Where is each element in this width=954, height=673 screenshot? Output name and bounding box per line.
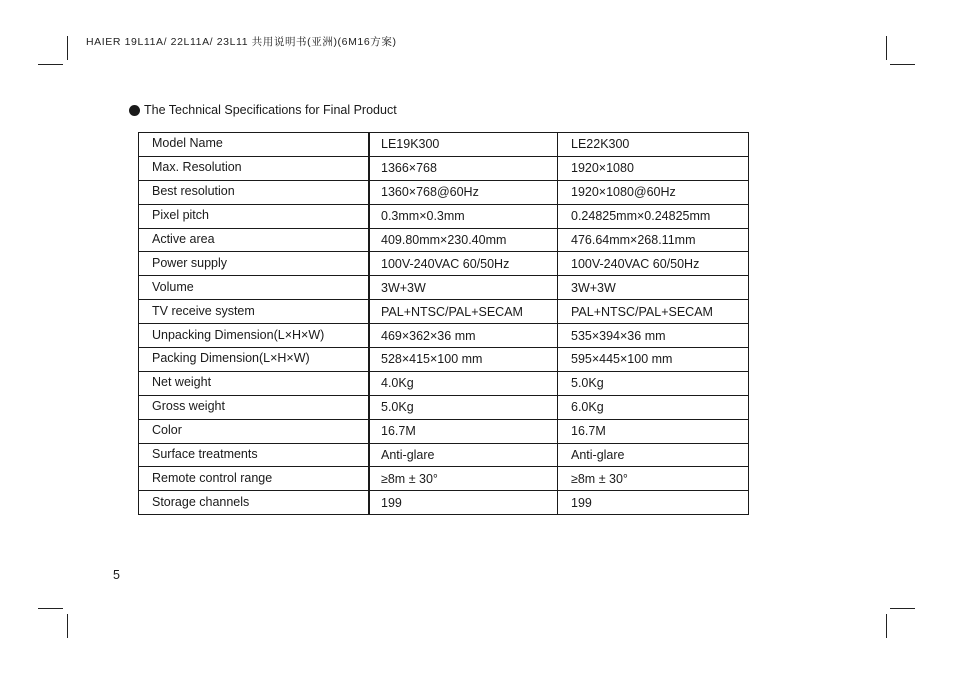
spec-value-le19k300-text: 1366×768 (381, 161, 437, 176)
spec-value-le19k300 (369, 133, 558, 157)
crop-mark (886, 36, 887, 60)
spec-label-text: Max. Resolution (152, 160, 242, 175)
section-title-text: The Technical Specifications for Final Product (144, 103, 397, 117)
spec-label-text: Net weight (152, 375, 212, 390)
spec-value-le19k300-text: 3W+3W (381, 280, 426, 295)
spec-value-le19k300-text: PAL+NTSC/PAL+SECAM (381, 304, 523, 319)
spec-value-le22k300 (558, 324, 749, 348)
table-row (139, 133, 749, 157)
spec-value-le22k300-text: 0.24825mm×0.24825mm (571, 209, 711, 224)
spec-value-le22k300 (558, 133, 749, 157)
table-row (139, 156, 749, 180)
spec-label (139, 252, 370, 276)
table-row (139, 300, 749, 324)
spec-label (139, 443, 370, 467)
spec-value-le22k300-text: ≥8m ± 30° (571, 471, 628, 486)
table-row (139, 491, 749, 515)
spec-value-le22k300 (558, 443, 749, 467)
spec-label (139, 467, 370, 491)
spec-label-text: Color (152, 423, 182, 438)
spec-value-le22k300-text: 595×445×100 mm (571, 352, 673, 367)
spec-value-le22k300 (558, 276, 749, 300)
spec-label (139, 276, 370, 300)
spec-value-le19k300 (369, 419, 558, 443)
spec-label-text: Best resolution (152, 184, 235, 199)
spec-value-le22k300 (558, 156, 749, 180)
spec-label-text: Storage channels (152, 494, 250, 509)
spec-value-le19k300-text: 409.80mm×230.40mm (381, 233, 507, 247)
spec-value-le22k300-text: PAL+NTSC/PAL+SECAM (571, 304, 713, 319)
spec-value-le22k300-text: 1920×1080 (571, 161, 634, 176)
spec-value-le22k300 (558, 371, 749, 395)
spec-value-le22k300-text: Anti-glare (571, 448, 625, 463)
spec-value-le22k300-text: 100V-240VAC 60/50Hz (571, 256, 700, 271)
spec-value-le19k300 (369, 300, 558, 324)
spec-value-le19k300-text: 528×415×100 mm (381, 352, 483, 367)
spec-value-le19k300-text: 199 (381, 495, 402, 510)
spec-value-le19k300 (369, 276, 558, 300)
spec-label (139, 371, 370, 395)
spec-value-le22k300 (558, 348, 749, 372)
spec-label-text: Pixel pitch (152, 208, 209, 223)
spec-value-le19k300 (369, 156, 558, 180)
spec-label (139, 180, 370, 204)
spec-value-le19k300 (369, 252, 558, 276)
spec-label-text: Remote control range (152, 470, 273, 485)
spec-value-le22k300-text: 6.0Kg (571, 400, 604, 415)
table-row (139, 228, 749, 252)
spec-value-le19k300 (369, 180, 558, 204)
spec-label (139, 156, 370, 180)
spec-value-le22k300 (558, 419, 749, 443)
spec-value-le22k300-text: 1920×1080@60Hz (571, 185, 676, 200)
spec-label-text: Volume (152, 279, 194, 294)
spec-value-le19k300-text: Anti-glare (381, 448, 435, 463)
spec-label (139, 133, 370, 157)
spec-label (139, 395, 370, 419)
table-row (139, 180, 749, 204)
spec-value-le19k300-text: 100V-240VAC 60/50Hz (381, 256, 510, 271)
spec-value-le19k300 (369, 443, 558, 467)
bullet-icon (129, 105, 140, 116)
spec-value-le19k300-text: 16.7M (381, 424, 416, 439)
spec-value-le22k300-text: 199 (571, 495, 592, 510)
spec-label-text: TV receive system (152, 303, 255, 318)
spec-value-le22k300-text: 5.0Kg (571, 376, 604, 391)
table-row (139, 324, 749, 348)
spec-value-le19k300 (369, 204, 558, 228)
spec-value-le22k300-text: 3W+3W (571, 280, 616, 295)
table-row (139, 419, 749, 443)
spec-value-le22k300 (558, 204, 749, 228)
spec-value-le19k300 (369, 395, 558, 419)
table-row (139, 348, 749, 372)
spec-value-le19k300 (369, 348, 558, 372)
spec-value-le19k300 (369, 371, 558, 395)
spec-value-le19k300-text: 4.0Kg (381, 376, 414, 391)
spec-label-text: Model Name (152, 136, 223, 151)
spec-label-text: Unpacking Dimension(L×H×W) (152, 327, 325, 342)
table-row (139, 467, 749, 491)
table-row (139, 443, 749, 467)
spec-label (139, 204, 370, 228)
spec-value-le22k300-text: 16.7M (571, 424, 606, 439)
crop-mark (67, 614, 68, 638)
spec-label-text: Gross weight (152, 399, 225, 414)
spec-value-le19k300-text: ≥8m ± 30° (381, 471, 438, 486)
spec-value-le22k300 (558, 300, 749, 324)
spec-value-le19k300 (369, 467, 558, 491)
table-row (139, 395, 749, 419)
spec-value-le22k300 (558, 252, 749, 276)
spec-value-le19k300-text: 469×362×36 mm (381, 328, 476, 343)
spec-label (139, 419, 370, 443)
spec-value-le19k300-text: 1360×768@60Hz (381, 185, 479, 200)
spec-value-le22k300 (558, 180, 749, 204)
spec-label-text: Surface treatments (152, 447, 258, 462)
spec-value-le22k300-text: LE22K300 (571, 137, 630, 152)
spec-value-le22k300 (558, 228, 749, 252)
spec-value-le19k300 (369, 491, 558, 515)
spec-value-le22k300 (558, 491, 749, 515)
spec-value-le19k300 (369, 324, 558, 348)
spec-label (139, 228, 370, 252)
spec-value-le22k300 (558, 395, 749, 419)
spec-label (139, 348, 370, 372)
spec-label-text: Packing Dimension(L×H×W) (152, 351, 310, 366)
crop-mark (67, 36, 68, 60)
spec-value-le19k300-text: 5.0Kg (381, 400, 414, 415)
crop-mark (890, 608, 915, 609)
spec-label (139, 300, 370, 324)
table-row (139, 252, 749, 276)
table-row (139, 371, 749, 395)
spec-value-le19k300-text: 0.3mm×0.3mm (381, 209, 465, 224)
spec-value-le22k300 (558, 467, 749, 491)
crop-mark (890, 64, 915, 65)
table-row (139, 204, 749, 228)
table-row (139, 276, 749, 300)
spec-label (139, 491, 370, 515)
page-number: 5 (113, 568, 120, 582)
crop-mark (886, 614, 887, 638)
spec-value-le22k300-text: 535×394×36 mm (571, 328, 666, 343)
spec-value-le19k300-text: LE19K300 (381, 137, 440, 152)
crop-mark (38, 64, 63, 65)
spec-label-text: Power supply (152, 255, 228, 270)
spec-value-le19k300 (369, 228, 558, 252)
spec-value-le22k300-text: 476.64mm×268.11mm (571, 233, 696, 247)
section-title (129, 103, 397, 117)
document-header: HAIER 19L11A/ 22L11A/ 23L11 共用说明书(亚洲)(6M16方案) (86, 36, 397, 48)
spec-table (138, 132, 749, 515)
spec-label (139, 324, 370, 348)
crop-mark (38, 608, 63, 609)
spec-label-text: Active area (152, 232, 215, 246)
